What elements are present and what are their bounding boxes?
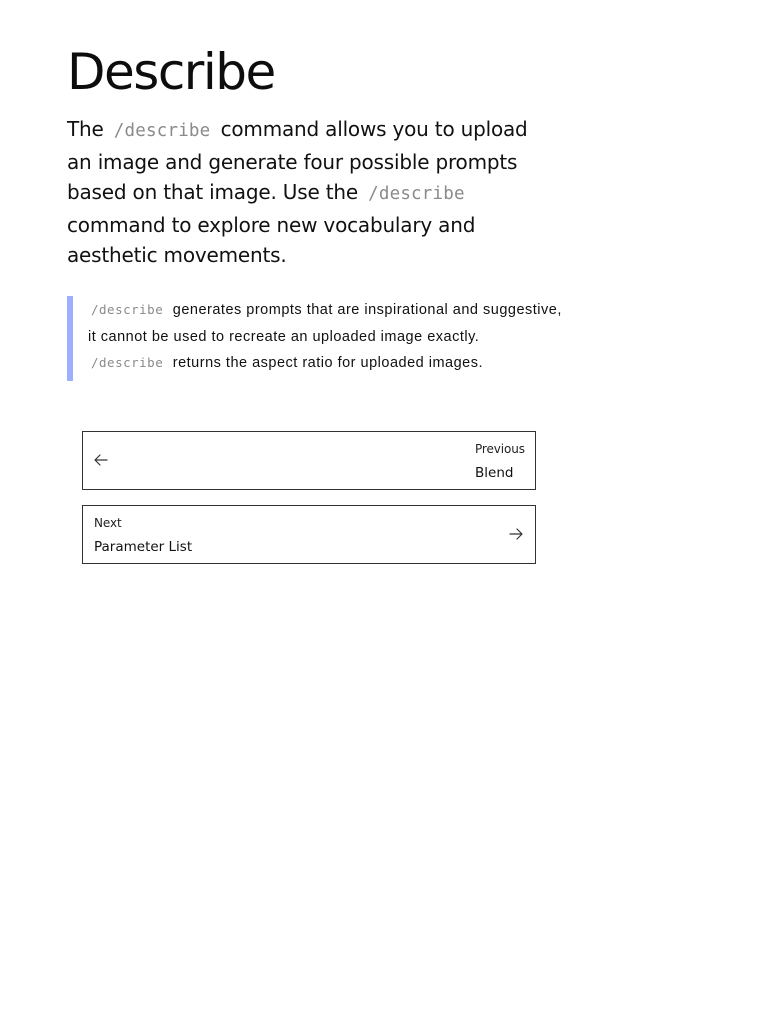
- callout-text: returns the aspect ratio for uploaded images.: [172, 355, 484, 371]
- intro-text: command to explore new vocabulary and aesthetic movements.: [67, 212, 476, 267]
- next-kicker: Next: [94, 516, 122, 530]
- previous-kicker: Previous: [475, 442, 525, 456]
- inline-code: /describe: [368, 184, 465, 204]
- previous-page-link[interactable]: [82, 431, 536, 490]
- callout-text: generates prompts that are inspirational and suggestive, it cannot be used to recreate an uploaded image exactly.: [88, 302, 562, 345]
- arrow-right-icon: [507, 525, 525, 543]
- inline-code: /describe: [113, 121, 211, 141]
- callout-line: [88, 350, 563, 377]
- next-page-text: [94, 515, 192, 556]
- previous-page-text: [475, 441, 525, 482]
- page-title: Describe: [67, 43, 275, 101]
- previous-page-title: Blend: [475, 465, 514, 481]
- arrow-left-icon: [92, 451, 110, 469]
- inline-code: /describe: [91, 302, 164, 317]
- intro-text: command allows you to upload an image and generate four possible prompts based on that image. Use the: [67, 117, 528, 204]
- callout-line: [88, 297, 563, 350]
- callout-note: [67, 296, 563, 381]
- page-content: [67, 40, 562, 555]
- next-page-link[interactable]: [82, 505, 536, 564]
- intro-text: The: [67, 117, 104, 141]
- next-page-title: Parameter List: [94, 539, 193, 555]
- intro-paragraph: [67, 114, 552, 271]
- inline-code: /describe: [91, 355, 164, 370]
